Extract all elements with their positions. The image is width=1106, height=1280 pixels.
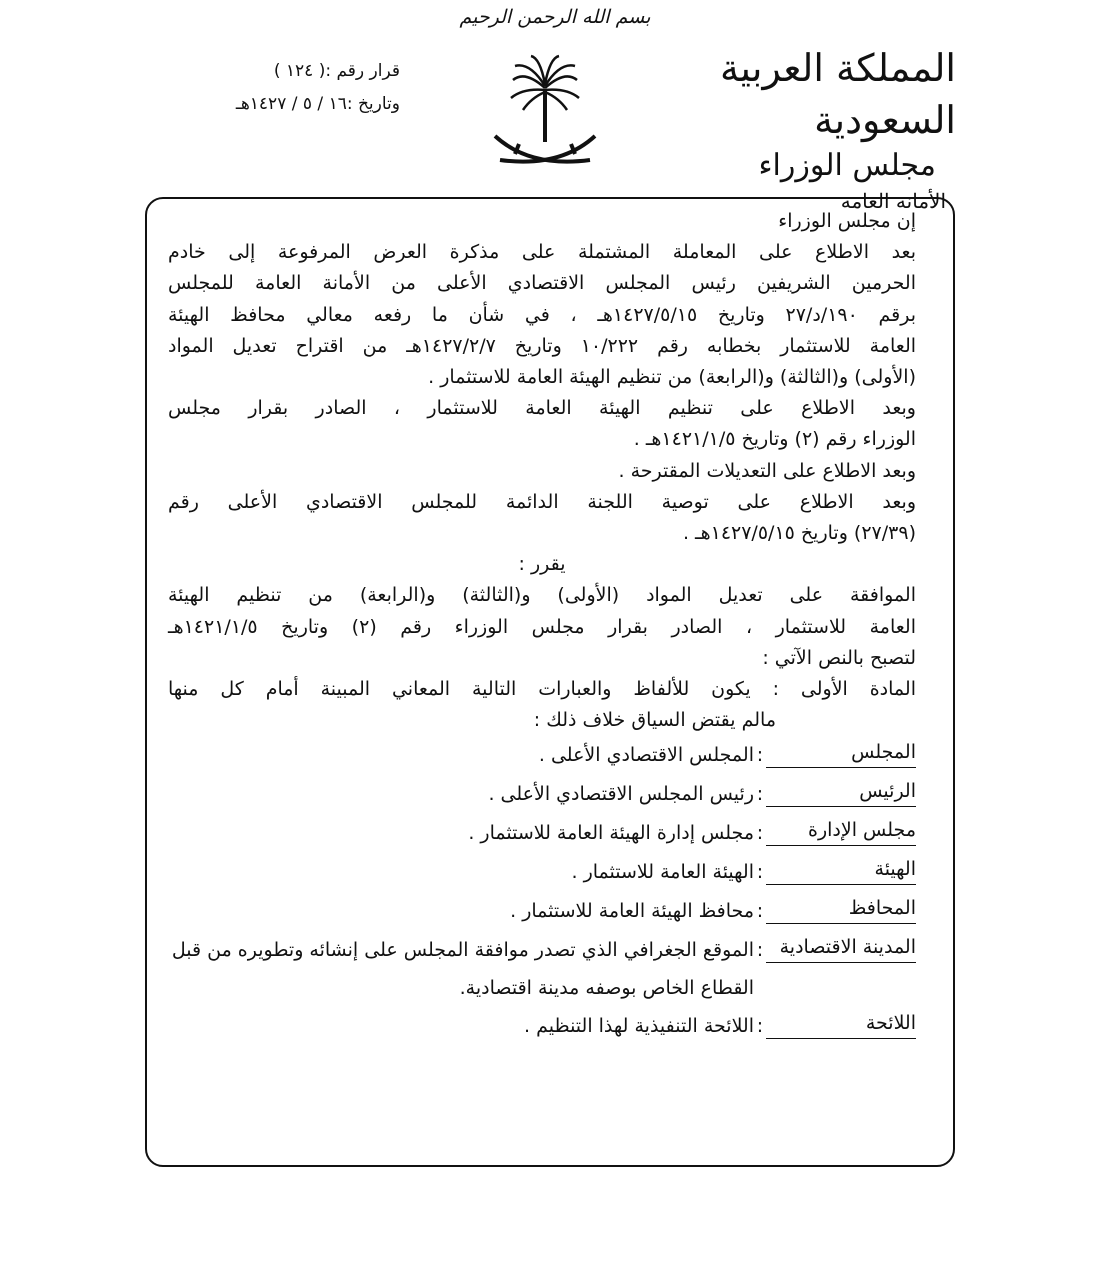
definition-item	[168, 775, 916, 814]
text-line: لتصبح بالنص الآتي :	[762, 646, 916, 669]
definition-meaning: رئيس المجلس الاقتصادي الأعلى .	[488, 783, 754, 806]
text-line: وبعد الاطلاع على توصية اللجنة الدائمة للمجلس الاقتصادي الأعلى رقم	[168, 490, 916, 513]
secretariat-name: الأمانة العامة	[840, 189, 946, 213]
decision-date: وتاريخ :١٦ / ٥ / ١٤٢٧هـ	[235, 94, 400, 114]
definition-term: المحافظ	[766, 893, 916, 924]
decides-heading: يقرر :	[518, 553, 566, 576]
definition-item	[168, 814, 916, 853]
colon: :	[756, 783, 764, 806]
definition-item	[168, 1007, 916, 1046]
definitions-list	[168, 736, 916, 1046]
definition-item	[168, 931, 916, 1007]
definition-meaning: الهيئة العامة للاستثمار .	[571, 861, 754, 884]
colon: :	[756, 900, 764, 923]
definition-meaning: المجلس الاقتصادي الأعلى .	[538, 744, 754, 767]
text-line: الحرمين الشريفين رئيس المجلس الاقتصادي الأعلى من الأمانة العامة للمجلس	[168, 272, 916, 295]
definition-item	[168, 736, 916, 775]
saudi-emblem-icon	[485, 50, 605, 180]
text-line: الموافقة على تعديل المواد (الأولى) و(الثالثة) و(الرابعة) من تنظيم الهيئة	[168, 584, 916, 607]
text-line: (٢٧/٣٩) وتاريخ ١٤٢٧/٥/١٥هـ .	[682, 522, 916, 545]
colon: :	[756, 744, 764, 767]
text-line: مالم يقتض السياق خلاف ذلك :	[533, 709, 776, 732]
text-line: وبعد الاطلاع على تنظيم الهيئة العامة للاستثمار ، الصادر بقرار مجلس	[168, 397, 916, 420]
text-line: (الأولى) و(الثالثة) و(الرابعة) من تنظيم الهيئة العامة للاستثمار .	[428, 366, 916, 389]
colon: :	[756, 1015, 764, 1038]
definition-term: المجلس	[766, 737, 916, 768]
decision-info	[150, 55, 400, 121]
text-line: برقم ١٩٠/د/٢٧ وتاريخ ١٤٢٧/٥/١٥هـ ، في شأن ما رفعه معالي محافظ الهيئة	[168, 303, 916, 326]
colon: :	[756, 861, 764, 884]
paragraph-4	[168, 487, 916, 549]
approval-paragraph	[168, 580, 916, 674]
definition-term: الرئيس	[766, 776, 916, 807]
decision-body	[168, 206, 916, 1046]
colon: :	[756, 822, 764, 845]
colon: :	[756, 939, 764, 962]
definition-term: اللائحة	[766, 1008, 916, 1039]
definition-term: مجلس الإدارة	[766, 815, 916, 846]
text-line: بعد الاطلاع على المعاملة المشتملة على مذكرة العرض المرفوعة إلى خادم	[168, 241, 916, 264]
text-line: العامة للاستثمار ، الصادر بقرار مجلس الوزراء رقم (٢) وتاريخ ١٤٢١/١/٥هـ	[168, 615, 916, 638]
decision-number: قرار رقم :( ١٢٤ )	[273, 61, 400, 81]
issuer-header	[636, 42, 956, 216]
definition-meaning: مجلس إدارة الهيئة العامة للاستثمار .	[468, 822, 754, 845]
text-line: العامة للاستثمار بخطابه رقم ١٠/٢٢٢ وتاريخ ١٤٢٧/٢/٧هـ من اقتراح تعديل المواد	[168, 334, 917, 357]
paragraph-2	[168, 393, 916, 455]
paragraph-3: وبعد الاطلاع على التعديلات المقترحة .	[618, 459, 916, 482]
definition-item	[168, 892, 916, 931]
definition-meaning: محافظ الهيئة العامة للاستثمار .	[510, 900, 754, 923]
paragraph-1	[168, 237, 916, 393]
article-1	[168, 674, 916, 736]
text-line: المادة الأولى : يكون للألفاظ والعبارات التالية المعاني المبينة أمام كل منها	[168, 678, 916, 701]
definition-meaning: الموقع الجغرافي الذي تصدر موافقة المجلس على إنشائه وتطويره من قبل القطاع الخاص بوصفه مدينة اقتصادية.	[171, 939, 754, 1000]
kingdom-name: المملكة العربية السعودية	[720, 46, 956, 142]
opening-line: إن مجلس الوزراء	[778, 210, 916, 232]
definition-term: الهيئة	[766, 854, 916, 885]
definition-item	[168, 853, 916, 892]
definition-term: المدينة الاقتصادية	[766, 932, 916, 963]
basmala: بسم الله الرحمن الرحيم	[459, 6, 651, 28]
council-name: مجلس الوزراء	[758, 148, 936, 183]
definition-meaning: اللائحة التنفيذية لهذا التنظيم .	[524, 1015, 754, 1038]
text-line: الوزراء رقم (٢) وتاريخ ١٤٢١/١/٥هـ .	[633, 428, 916, 451]
